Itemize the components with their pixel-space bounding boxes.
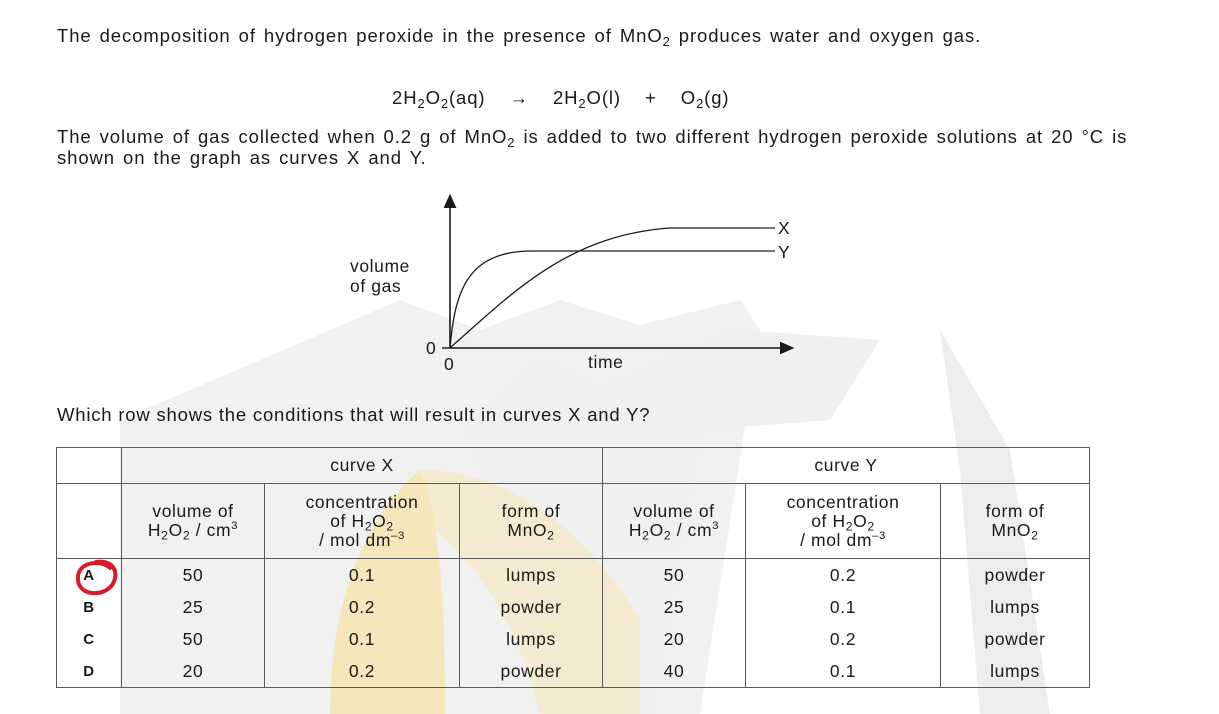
option-label-a[interactable]: A (57, 559, 122, 592)
question-text: Which row shows the conditions that will result in curves X and Y? (57, 404, 651, 425)
cell-x-form: powder (460, 656, 603, 688)
curve-y (450, 251, 762, 348)
cell-x-volume: 50 (122, 559, 265, 592)
col-header-form-y: form of MnO$_2$ (941, 484, 1090, 559)
cell-x-form: powder (460, 592, 603, 624)
volume-time-graph (340, 190, 810, 380)
context-text: The volume of gas collected when 0.2 g of MnO (57, 126, 508, 147)
eq-product: O (680, 87, 697, 108)
col-header-conc-y: concentration of $H_2O_2$ / mol $dm^{-3}$ (746, 484, 941, 559)
eq-product: 2H (552, 87, 579, 108)
option-label-d[interactable]: D (57, 656, 122, 688)
eq-sub: 2 (417, 95, 426, 111)
option-label-b[interactable]: B (57, 592, 122, 624)
context-paragraph (57, 126, 1147, 168)
column-header-row (57, 484, 1090, 559)
chemical-equation (392, 87, 729, 109)
intro-subscript: 2 (662, 33, 671, 49)
answer-circle-annotation (74, 558, 120, 598)
cell-x-volume: 50 (122, 624, 265, 656)
blank-header-cell (57, 484, 122, 559)
cell-x-volume: 25 (122, 592, 265, 624)
intro-text: The decomposition of hydrogen peroxide in the presence of MnO (57, 25, 663, 46)
cell-x-conc: 0.2 (265, 656, 460, 688)
cell-y-form: powder (941, 624, 1090, 656)
cell-y-volume: 50 (603, 559, 746, 592)
cell-y-form: powder (941, 559, 1090, 592)
cell-y-volume: 40 (603, 656, 746, 688)
cell-y-form: lumps (941, 592, 1090, 624)
curve-x-header: curve X (122, 448, 603, 484)
cell-x-volume: 20 (122, 656, 265, 688)
cell-y-conc: 0.2 (746, 559, 941, 592)
table-row-a[interactable] (57, 559, 1090, 592)
x-origin-label: 0 (444, 354, 455, 374)
y-origin-label: 0 (426, 338, 437, 358)
option-label-c[interactable]: C (57, 624, 122, 656)
table-row-c[interactable] (57, 624, 1090, 656)
answer-table (56, 447, 1090, 688)
eq-state: (aq) (448, 87, 486, 108)
intro-paragraph (57, 25, 1147, 49)
reaction-arrow: → (509, 87, 529, 108)
cell-y-conc: 0.1 (746, 592, 941, 624)
eq-sub: 2 (440, 95, 449, 111)
cell-y-form: lumps (941, 656, 1090, 688)
context-text-end: is added to two different hydrogen peroxide solutions at 20 °C is shown on the graph as curves X and Y. (57, 126, 1128, 168)
table-row-d[interactable] (57, 656, 1090, 688)
col-header-volume-x: volume of $H_2O_2 / cm^3$ (122, 484, 265, 559)
cell-y-volume: 25 (603, 592, 746, 624)
curve-y-header: curve Y (603, 448, 1090, 484)
col-header-form-x: form of MnO$_2$ (460, 484, 603, 559)
eq-sub: 2 (578, 95, 587, 111)
plus-sign: + (645, 87, 657, 108)
x-axis-label: time (588, 352, 624, 372)
cell-x-conc: 0.1 (265, 624, 460, 656)
table-row-b[interactable] (57, 592, 1090, 624)
context-subscript: 2 (507, 134, 516, 150)
col-header-conc-x: concentration of $H_2O_2$ / mol $dm^{-3}$ (265, 484, 460, 559)
eq-product: O(l) (586, 87, 621, 108)
eq-state: (g) (704, 87, 730, 108)
blank-header-cell (57, 448, 122, 484)
y-axis-label-line2: of gas (350, 276, 402, 296)
cell-x-conc: 0.2 (265, 592, 460, 624)
curve-y-label: Y (778, 242, 791, 262)
cell-x-form: lumps (460, 624, 603, 656)
cell-x-form: lumps (460, 559, 603, 592)
eq-reactant: O (425, 87, 441, 108)
eq-sub: 2 (696, 95, 705, 111)
group-header-row (57, 448, 1090, 484)
y-axis-label-line1: volume (350, 256, 411, 276)
cell-y-volume: 20 (603, 624, 746, 656)
curve-x (450, 228, 762, 348)
cell-y-conc: 0.2 (746, 624, 941, 656)
intro-text-end: produces water and oxygen gas. (670, 25, 982, 46)
eq-reactant: 2H (392, 87, 418, 108)
col-header-volume-y: volume of $H_2O_2 / cm^3$ (603, 484, 746, 559)
curve-x-label: X (778, 218, 791, 238)
cell-x-conc: 0.1 (265, 559, 460, 592)
cell-y-conc: 0.1 (746, 656, 941, 688)
